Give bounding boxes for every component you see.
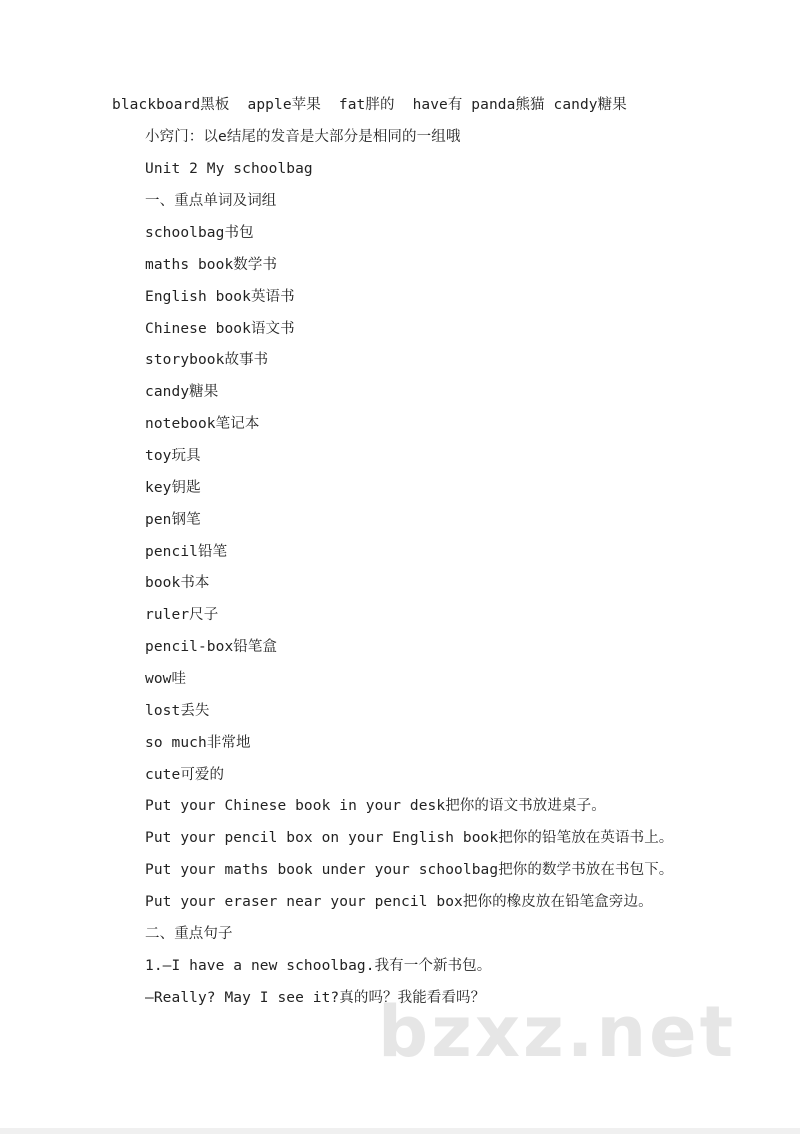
sentence-item: 1.—I have a new schoolbag.我有一个新书包。 [145, 958, 492, 974]
word-item: pencil铅笔 [145, 544, 228, 560]
phrase-item: Put your Chinese book in your desk把你的语文书放进桌子。 [145, 798, 606, 814]
word-have-panda-candy: have有 panda熊猫 candy糖果 [412, 97, 627, 113]
watermark-logo: bzxz.net [378, 991, 737, 1073]
word-item: pencil-box铅笔盒 [145, 639, 278, 655]
word-item: so much非常地 [145, 735, 251, 751]
phrase-item: Put your pencil box on your English book把你的铅笔放在英语书上。 [145, 830, 674, 846]
phrase-item: Put your eraser near your pencil box把你的橡皮放在铅笔盒旁边。 [145, 894, 653, 910]
sentence-item: —Really? May I see it?真的吗？我能看看吗？ [145, 990, 486, 1006]
word-item: schoolbag书包 [145, 225, 254, 241]
word-item: candy糖果 [145, 384, 219, 400]
phrase-item: Put your maths book under your schoolbag把你的数学书放在书包下。 [145, 862, 674, 878]
page-bottom-edge [0, 1128, 800, 1134]
section-heading-sentences: 二、重点句子 [145, 926, 233, 942]
word-item: ruler尺子 [145, 607, 219, 623]
word-item: English book英语书 [145, 289, 295, 305]
word-fat: fat胖的 [338, 97, 395, 113]
word-item: wow哇 [145, 671, 187, 687]
word-item: Chinese book语文书 [145, 321, 295, 337]
word-blackboard: blackboard黑板 [112, 97, 230, 113]
word-item: book书本 [145, 575, 210, 591]
vocab-line-1 [112, 95, 627, 115]
section-heading-words: 一、重点单词及词组 [145, 193, 277, 209]
word-apple: apple苹果 [247, 97, 321, 113]
word-item: maths book数学书 [145, 257, 278, 273]
word-item: cute可爱的 [145, 767, 225, 783]
tip-line: 小窍门：以e结尾的发音是大部分是相同的一组哦 [145, 129, 461, 145]
word-item: notebook笔记本 [145, 416, 260, 432]
word-item: key钥匙 [145, 480, 201, 496]
word-item: lost丢失 [145, 703, 210, 719]
word-item: storybook故事书 [145, 352, 269, 368]
unit-title: Unit 2 My schoolbag [145, 161, 313, 177]
word-item: pen钢笔 [145, 512, 201, 528]
word-item: toy玩具 [145, 448, 201, 464]
